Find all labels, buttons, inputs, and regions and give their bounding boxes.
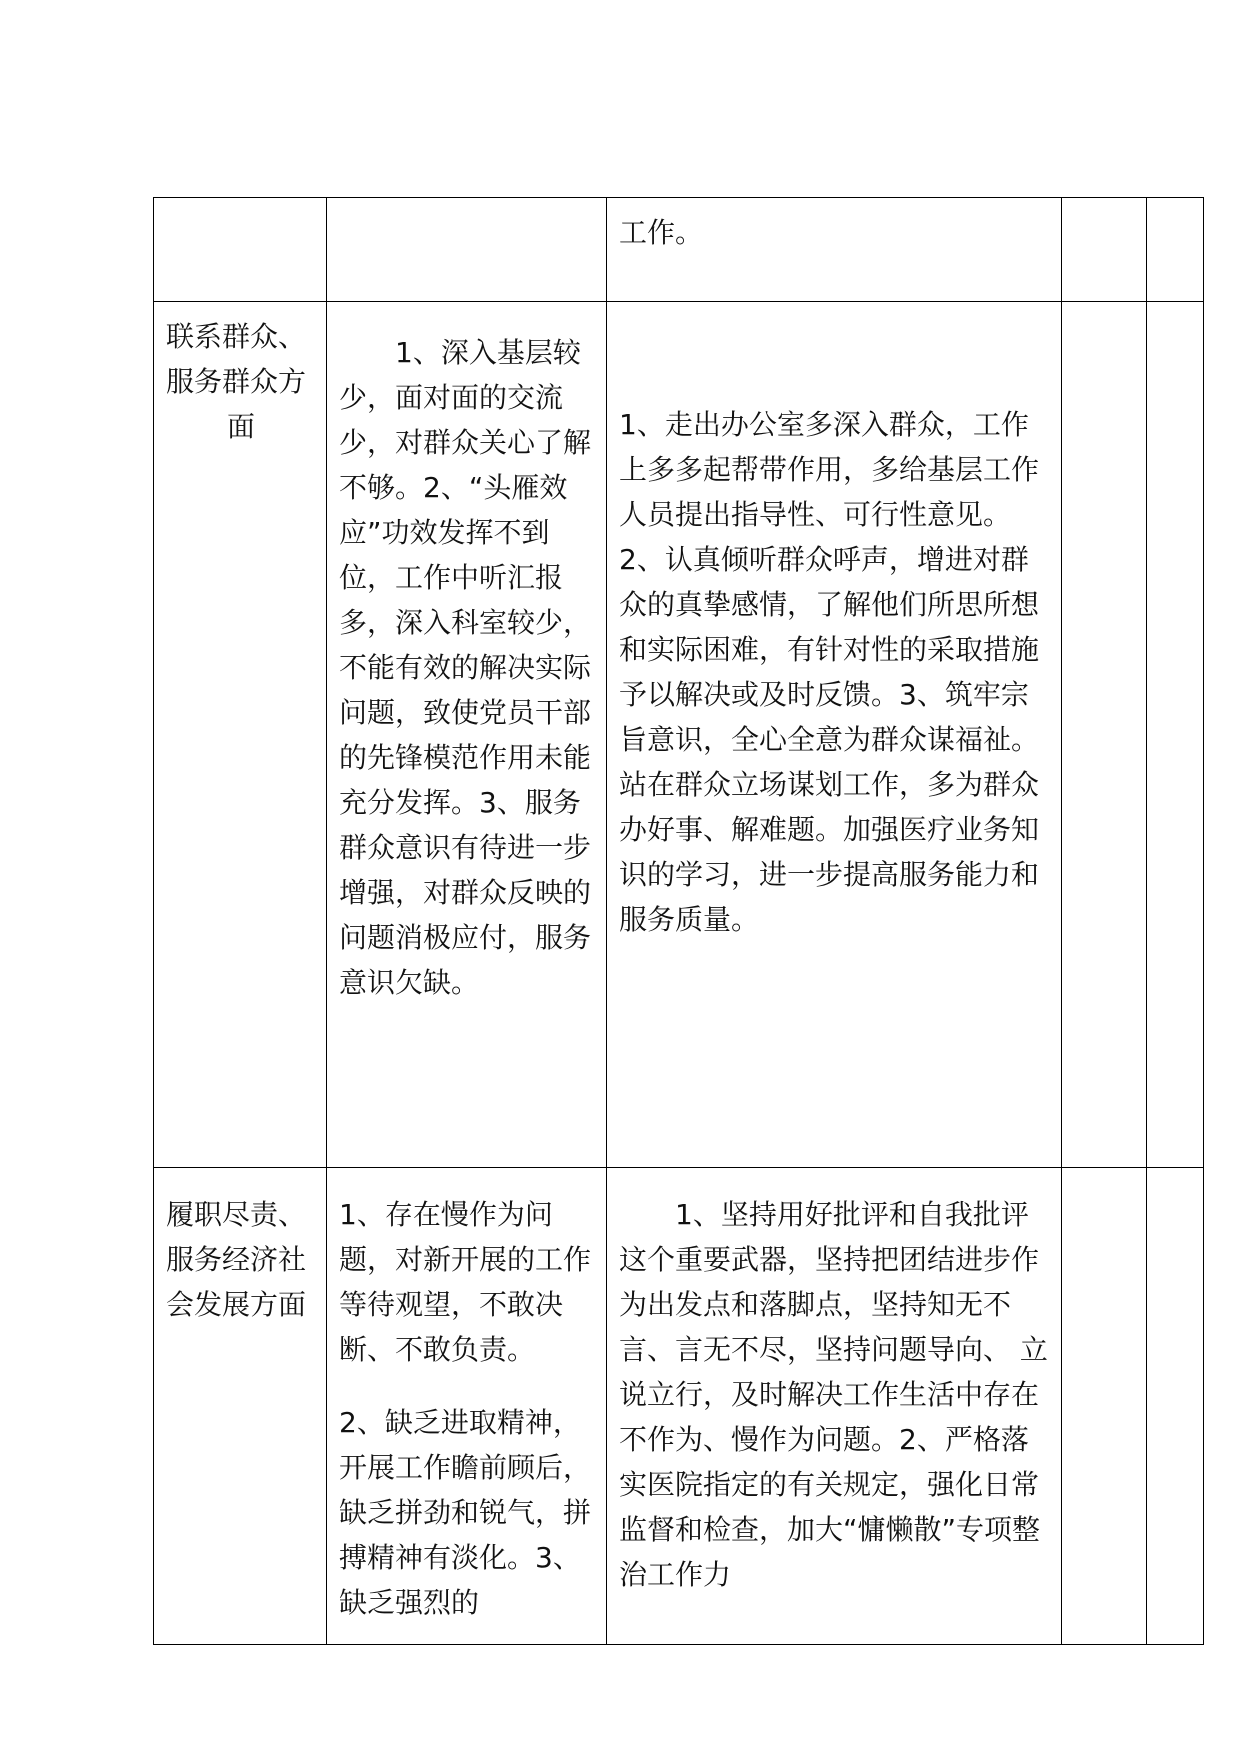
measures-cell: 工作。 xyxy=(607,198,1062,302)
extra-cell xyxy=(1147,198,1204,302)
category-line: 服务群众方 xyxy=(166,365,307,398)
category-cell: 履职尽责、服务经济社会发展方面 xyxy=(154,1168,327,1645)
problems-text: 2、缺乏进取精神，开展工作瞻前顾后，缺乏拼劲和锐气，拼搏精神有淡化。3、缺乏强烈的 xyxy=(339,1406,592,1619)
problems-cell xyxy=(327,302,607,1168)
problems-text: 1、存在慢作为问题，对新开展的工作等待观望，不敢决断、不敢负责。 xyxy=(339,1198,592,1366)
rectification-table xyxy=(153,197,1204,1645)
extra-cell xyxy=(1147,1168,1204,1645)
extra-cell xyxy=(1147,302,1204,1168)
category-line: 联系群众、 xyxy=(166,320,307,353)
measures-text: 1、走出办公室多深入群众，工作上多多起帮带作用，多给基层工作人员提出指导性、可行性意见。2、认真倾听群众呼声，增进对群众的真挚感情，了解他们所思所想和实际困难，有针对性的采取措施予以解决或及时反馈。3、筑牢宗旨意识，全心全意为群众谋福祉。站在群众立场谋划工作，多为群众办好事、解难题。加强医疗业务知识的学习，进一步提高服务能力和服务质量。 xyxy=(619,408,1040,936)
extra-cell xyxy=(1062,1168,1147,1645)
measures-cell xyxy=(607,302,1062,1168)
table-row xyxy=(154,302,1204,1168)
category-cell xyxy=(154,302,327,1168)
problems-text: 1、深入基层较少，面对面的交流少，对群众关心了解不够。2、“头雁效应”功效发挥不到位，工作中听汇报多，深入科室较少，不能有效的解决实际问题，致使党员干部的先锋模范作用未能充分发挥。3、服务群众意识有待进一步增强，对群众反映的问题消极应付，服务意识欠缺。 xyxy=(339,336,592,999)
problems-cell xyxy=(327,1168,607,1645)
category-line: 面 xyxy=(226,410,255,443)
measures-cell xyxy=(607,1168,1062,1645)
table-row xyxy=(154,198,1204,302)
extra-cell xyxy=(1062,302,1147,1168)
category-cell xyxy=(154,198,327,302)
problems-cell xyxy=(327,198,607,302)
measures-text: 1、坚持用好批评和自我批评这个重要武器，坚持把团结进步作为出发点和落脚点，坚持知无不言、言无不尽，坚持问题导向、 立说立行，及时解决工作生活中存在不作为、慢作为问题。2、严格落实医院指定的有关规定，强化日常监督和检查，加大“慵懒散”专项整治工作力 xyxy=(619,1198,1048,1591)
table-row xyxy=(154,1168,1204,1645)
extra-cell xyxy=(1062,198,1147,302)
